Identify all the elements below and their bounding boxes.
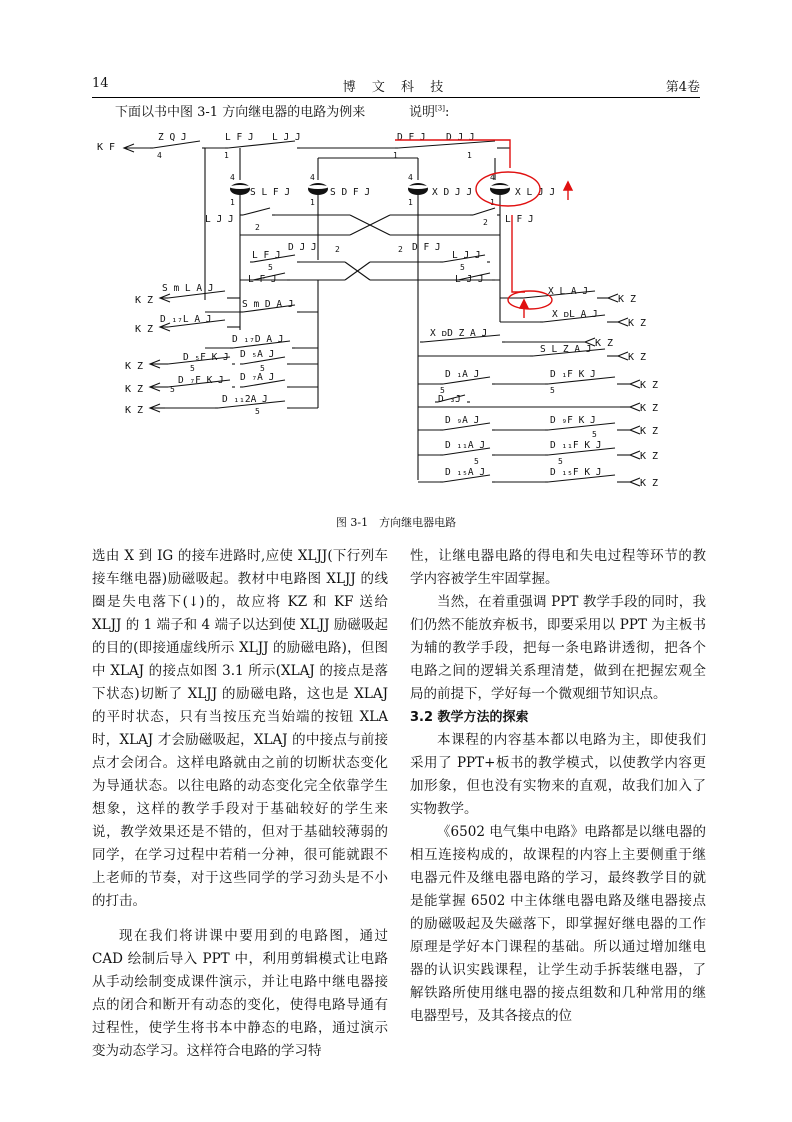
left-column: [92, 545, 388, 1063]
journal-name: 博 文 科 技: [342, 80, 450, 95]
terminal-number: 4: [310, 173, 315, 182]
page-number: 14: [92, 76, 109, 91]
component-label: D ₁₇D A J: [232, 334, 284, 345]
component-label: D ₁₇L A J: [160, 314, 212, 325]
paragraph: 《6502 电气集中电路》电路都是以继电器的相互连接构成的，故课程的内容上主要侧重于继电器元件及继电器电路的学习，最终教学目的就是能掌握 6502 中主体继电器电路及继电器接点的励磁吸起及失磁落下，即掌握好继电器的工作原理是学好本门课程的基础。所以通过增加继电器的认识实践课程，让学生动手拆装继电器，了解铁路所使用继电器的接点组数和几种常用的继电器型号，及其各接点的位: [410, 824, 706, 1024]
component-label: X D J J: [432, 187, 473, 198]
component-label: X L J J: [515, 187, 556, 198]
terminal-number: 5: [474, 457, 479, 466]
kz-label: K Z: [135, 295, 154, 306]
component-label: S L Z A J: [540, 344, 592, 355]
component-label: D ₇A J: [240, 372, 275, 383]
kz-label: K Z: [618, 294, 637, 305]
arrow-terminal: [630, 478, 640, 486]
volume-label: 第4卷: [665, 80, 700, 95]
component-label: D F J: [397, 132, 426, 143]
component-label: D ₁₁A J: [445, 440, 486, 451]
component-label: D ₉A J: [445, 415, 480, 426]
terminal-number: 1: [310, 198, 315, 207]
component-label: S m D A J: [242, 299, 294, 310]
component-label: X ᴅD Z A J: [430, 328, 488, 339]
red-up-arrow: [520, 300, 528, 308]
terminal-number: 1: [467, 151, 472, 160]
header-rule: [92, 97, 700, 98]
arrow-terminal: [630, 451, 640, 459]
component-label: S m L A J: [162, 283, 214, 294]
paragraph: 性，让继电器电路的得电和失电过程等环节的教学内容被学生牢固掌握。: [410, 548, 706, 587]
component-label: D J J: [446, 132, 475, 143]
kf-label: K F: [97, 142, 116, 153]
component-label: D ₅A J: [240, 349, 275, 360]
terminal-number: 5: [592, 430, 597, 439]
paragraph: 现在我们将讲课中要用到的电路图，通过 CAD 绘制后导入 PPT 中，利用剪辑模式让电路从手动绘制变成课件演示，并让电路中继电器接点的闭合和断开有动态的变化，使得电路导通有过程性，使学生将书本中静态的电路，通过演示变为动态学习。这样符合电路的学习特: [92, 928, 388, 1059]
arrow-terminal: [630, 426, 640, 434]
xljj-relay-coil-top: [490, 185, 510, 189]
paragraph: 选由 X 到 IG 的接车进路时,应使 XLJJ(下行列车接车继电器)励磁吸起。教材中电路图 XLJJ 的线圈是失电落下(↓)的，故应将 KZ 和 KF 送给 XLJJ 的 1 端子和 4 端子以达到使 XLJJ 励磁吸起的目的(即接通虚线所示 XLJJ 的励磁电路)，但图中 XLAJ 的接点如图 3.1 所示(XLAJ 的接点是落下状态)切断了 XLJJ 的励磁电路，这也是 XLAJ 的平时状态，只有当按压充当始端的按钮 XLA 时，XLAJ 才会励磁吸起，XLAJ 的中接点与前接点才会闭合。这样电路就由之前的切断状态变化为导通状态。以往电路的动态变化完全依靠学生想象，这样的教学手段对于基础较好的学生来说，教学效果还是不错的，但对于基础较薄弱的同学，在学习过程中若稍一分神，很可能就跟不上老师的节奏，对于这些同学的学习劲头是不小的打击。: [92, 548, 388, 909]
kz-label: K Z: [628, 352, 647, 363]
component-label: L F J: [505, 214, 534, 225]
component-label: D ₁₅A J: [445, 467, 486, 478]
component-label: D J J: [288, 242, 317, 253]
component-label: L J J: [205, 214, 234, 225]
kz-label: K Z: [628, 318, 647, 329]
component-label: S L F J: [250, 187, 291, 198]
kz-label: K Z: [640, 403, 659, 414]
component-label: D ₇F K J: [178, 375, 224, 386]
component-label: D F J: [412, 242, 441, 253]
terminal-number: 5: [170, 385, 175, 394]
arrow-terminal: [618, 352, 628, 360]
terminal-number: 4: [157, 151, 162, 160]
arrow-terminal: [630, 380, 640, 388]
terminal-number: 5: [260, 364, 265, 373]
component-label: L F J: [225, 132, 254, 143]
component-label: L J J: [272, 132, 301, 143]
ljj-contact: [243, 208, 270, 215]
paragraph: 本课程的内容基本都以电路为主，即使我们采用了 PPT+板书的教学模式，以使教学内容更加形象，但也没有实物来的直观，故我们加入了实物教学。: [410, 732, 706, 817]
terminal-number: 1: [224, 151, 229, 160]
terminal-number: 5: [550, 386, 555, 395]
arrow-terminal: [608, 294, 618, 302]
kz-label: K Z: [595, 338, 614, 349]
terminal-number: 2: [483, 218, 488, 227]
terminal-number: 5: [558, 457, 563, 466]
component-label: D ₁F K J: [550, 369, 596, 380]
red-up-arrow: [564, 182, 572, 190]
lfj-contact: [473, 208, 495, 215]
figure-intro-text: 下面以书中图 3-1 方向继电器的电路为例来: [115, 105, 366, 120]
kz-label: K Z: [125, 405, 144, 416]
slfj-relay-coil-top: [230, 185, 250, 189]
kz-label: K Z: [640, 478, 659, 489]
right-column: [410, 545, 706, 1028]
component-label: L J J: [452, 250, 481, 261]
terminal-number: 1: [230, 198, 235, 207]
terminal-number: 5: [268, 263, 273, 272]
terminal-number: 5: [460, 263, 465, 272]
arrow-terminal: [618, 318, 628, 326]
terminal-number: 5: [440, 386, 445, 395]
sdfj-relay-coil-top: [308, 185, 328, 189]
kz-label: K Z: [125, 384, 144, 395]
terminal-number: 5: [255, 407, 260, 416]
circuit-diagram: [90, 118, 700, 510]
terminal-number: 2: [335, 245, 340, 254]
component-label: S D F J: [330, 187, 371, 198]
component-label: X ᴅL A J: [552, 309, 598, 320]
section-heading: 3.2 教学方法的探索: [410, 710, 529, 725]
xdjj-relay-coil-top: [408, 185, 428, 189]
kz-label: K Z: [135, 324, 154, 335]
component-label: L F J: [248, 274, 277, 285]
terminal-number: 2: [255, 223, 260, 232]
page-header: [92, 76, 700, 96]
kz-label: K Z: [125, 361, 144, 372]
kz-label: K Z: [640, 451, 659, 462]
component-label: D ₁₁2A J: [222, 394, 268, 405]
component-label: D ₉F K J: [550, 415, 596, 426]
kz-label: K Z: [640, 380, 659, 391]
arrow-terminal: [630, 403, 640, 411]
component-label: D ₁₁F K J: [550, 440, 602, 451]
component-label: D ₅F K J: [183, 352, 229, 363]
terminal-number: 1: [408, 198, 413, 207]
component-label: D ₁A J: [445, 369, 480, 380]
component-label: X L A J: [548, 286, 589, 297]
xljj-excitation-path: [512, 215, 525, 292]
paragraph: 当然，在着重强调 PPT 教学手段的同时，我们仍然不能放弃板书，即要采用以 PPT 为主板书为辅的教学手段，把每一条电路讲透彻，把各个电路之间的逻辑关系理清楚，做到在把握宏观全局的前提下，学好每一个微观细节知识点。: [410, 594, 706, 702]
terminal-number: 1: [490, 198, 495, 207]
terminal-number: 4: [490, 173, 495, 182]
kz-label: K Z: [640, 426, 659, 437]
component-label: L F J: [252, 250, 281, 261]
figure-caption: 图 3-1 方向继电器电路: [335, 516, 457, 529]
component-label: Z Q J: [158, 132, 187, 143]
component-label: D ₃J: [438, 394, 461, 405]
terminal-number: 4: [230, 173, 235, 182]
reference-mark: [3]: [435, 104, 445, 113]
terminal-number: 4: [408, 173, 413, 182]
component-label: L J J: [455, 274, 484, 285]
figure-intro-right: 说明[3]:: [409, 104, 450, 120]
terminal-number: 1: [393, 151, 398, 160]
xlaj-highlight-circle: [508, 291, 552, 309]
terminal-number: 2: [398, 245, 403, 254]
component-label: D ₁₅F K J: [550, 467, 602, 478]
terminal-number: 5: [190, 364, 195, 373]
